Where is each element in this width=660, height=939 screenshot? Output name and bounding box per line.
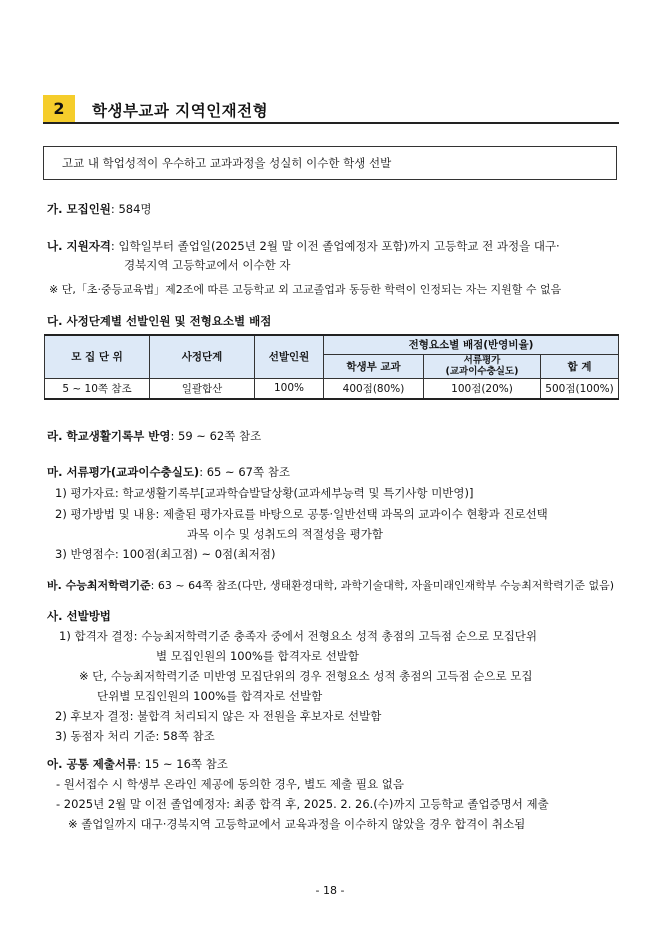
document-eval-label: 마. 서류평가(교과이수충실도) bbox=[47, 465, 200, 479]
col-header-gyogwa: 학생부 교과 bbox=[324, 354, 424, 378]
col-header-seoryu-main: 서류평가 bbox=[463, 355, 501, 366]
table-row bbox=[45, 378, 619, 399]
col-header-ratio: 선발인원 bbox=[255, 335, 324, 378]
recruit-count-value: : 584명 bbox=[110, 202, 152, 216]
common-documents bbox=[47, 756, 228, 772]
cell-gyogwa: 400점(80%) bbox=[324, 378, 424, 399]
cell-unit: 5 ~ 10쪽 참조 bbox=[45, 378, 150, 399]
selection-item1-cont: 별 모집인원의 100%를 합격자로 선발함 bbox=[156, 649, 360, 663]
school-record bbox=[47, 428, 261, 444]
selection-note: ※ 단, 수능최저학력기준 미반영 모집단위의 경우 전형요소 성적 총점의 고득점 순으로 모집 bbox=[79, 669, 533, 683]
cell-stage: 일괄합산 bbox=[150, 378, 255, 399]
section-number: 2 bbox=[43, 95, 75, 122]
section-title: 학생부교과 지역인재전형 bbox=[92, 102, 269, 120]
recruit-count-label: 가. 모집인원 bbox=[47, 202, 111, 216]
document-eval bbox=[47, 464, 290, 480]
document-eval-item2-cont: 과목 이수 및 성취도의 적절성을 평가함 bbox=[187, 527, 384, 541]
col-header-seoryu bbox=[424, 354, 541, 378]
eligibility-note: ※ 단,「초·중등교육법」제2조에 따른 고등학교 외 고교졸업과 동등한 학력이 인정되는 자는 지원할 수 없음 bbox=[49, 283, 562, 296]
cell-seoryu: 100점(20%) bbox=[424, 378, 541, 399]
page-number: - 18 - bbox=[315, 884, 345, 897]
common-documents-note: ※ 졸업일까지 대구·경북지역 고등학교에서 교육과정을 이수하지 않았을 경우 합격이 취소됨 bbox=[68, 817, 526, 831]
col-header-group: 전형요소별 배점(반영비율) bbox=[324, 335, 619, 354]
school-record-value: : 59 ~ 62쪽 참조 bbox=[170, 429, 262, 443]
document-eval-item1: 1) 평가자료: 학교생활기록부[교과학습발달상황(교과세부능력 및 특기사항 미반영)] bbox=[55, 486, 474, 500]
allocation-table bbox=[44, 334, 619, 400]
col-header-total: 합 계 bbox=[541, 354, 619, 378]
eligibility-line1: : 입학일부터 졸업일(2025년 2월 말 이전 졸업예정자 포함)까지 고등학교 전 과정을 대구· bbox=[110, 239, 560, 253]
common-documents-label: 아. 공통 제출서류 bbox=[47, 757, 138, 771]
common-documents-item2: - 2025년 2월 말 이전 졸업예정자: 최종 합격 후, 2025. 2. 26.(수)까지 고등학교 졸업증명서 제출 bbox=[56, 797, 549, 811]
csat-minimum-label: 바. 수능최저학력기준 bbox=[47, 579, 151, 592]
document-eval-item2: 2) 평가방법 및 내용: 제출된 평가자료를 바탕으로 공통·일반선택 과목의 교과이수 현황과 진로선택 bbox=[55, 507, 548, 521]
cell-ratio: 100% bbox=[255, 378, 324, 399]
col-header-seoryu-sub: (교과이수충실도) bbox=[445, 366, 519, 377]
selection-note-cont: 단위별 모집인원의 100%를 합격자로 선발함 bbox=[97, 689, 323, 703]
cell-total: 500점(100%) bbox=[541, 378, 619, 399]
col-header-stage: 사정단계 bbox=[150, 335, 255, 378]
intro-box bbox=[43, 146, 617, 180]
csat-minimum bbox=[47, 577, 614, 593]
section-divider bbox=[43, 122, 619, 124]
intro-text: 고교 내 학업성적이 우수하고 교과과정을 성실히 이수한 학생 선발 bbox=[62, 156, 392, 170]
recruit-count bbox=[47, 201, 152, 217]
school-record-label: 라. 학교생활기록부 반영 bbox=[47, 429, 171, 443]
selection-item3: 3) 동점자 처리 기준: 58쪽 참조 bbox=[55, 729, 215, 743]
selection-item1: 1) 합격자 결정: 수능최저학력기준 충족자 중에서 전형요소 성적 총점의 고득점 순으로 모집단위 bbox=[59, 629, 538, 643]
document-eval-item3: 3) 반영점수: 100점(최고점) ~ 0점(최저점) bbox=[55, 547, 276, 561]
common-documents-value: : 15 ~ 16쪽 참조 bbox=[137, 757, 228, 771]
eligibility-line2: 경북지역 고등학교에서 이수한 자 bbox=[124, 258, 291, 272]
eligibility bbox=[47, 238, 560, 254]
common-documents-item1: - 원서접수 시 학생부 온라인 제공에 동의한 경우, 별도 제출 필요 없음 bbox=[56, 777, 404, 791]
document-eval-value: : 65 ~ 67쪽 참조 bbox=[199, 465, 290, 479]
eligibility-label: 나. 지원자격 bbox=[47, 239, 111, 253]
allocation-heading: 다. 사정단계별 선발인원 및 전형요소별 배점 bbox=[47, 314, 272, 328]
csat-minimum-value: : 63 ~ 64쪽 참조(다만, 생태환경대학, 과학기술대학, 자율미래인재학부 수능최저학력기준 없음) bbox=[150, 579, 615, 592]
selection-item2: 2) 후보자 결정: 불합격 처리되지 않은 자 전원을 후보자로 선발함 bbox=[55, 709, 382, 723]
selection-method-heading: 사. 선발방법 bbox=[47, 609, 111, 623]
col-header-unit: 모 집 단 위 bbox=[45, 335, 150, 378]
